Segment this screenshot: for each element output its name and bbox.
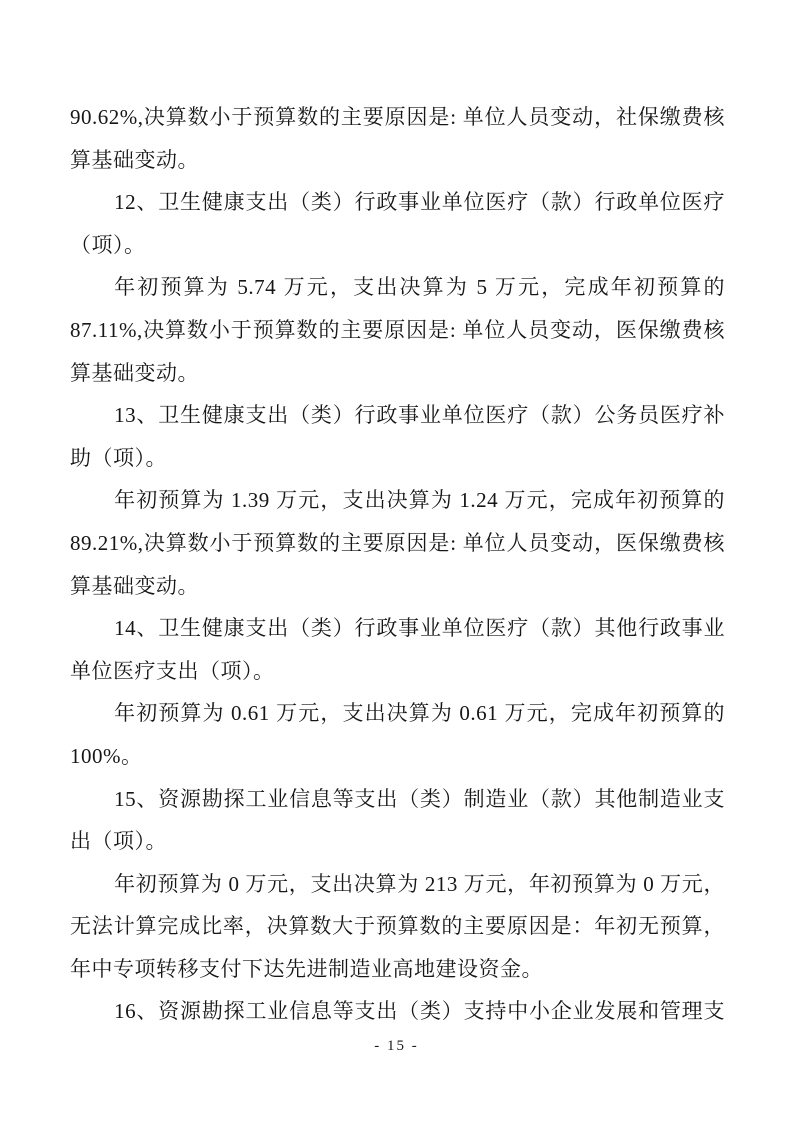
text-line: 16、资源勘探工业信息等支出（类）支持中小企业发展和管理支 (114, 999, 725, 1024)
text-line: 87.11%,决算数小于预算数的主要原因是: 单位人员变动，医保缴费核 (70, 317, 725, 342)
text-line: 15、资源勘探工业信息等支出（类）制造业（款）其他制造业支 (114, 786, 725, 811)
text-line: （项）。 (70, 232, 146, 257)
text-line: 年初预算为 0.61 万元，支出决算为 0.61 万元，完成年初预算的 (114, 701, 725, 726)
text-line: 单位医疗支出（项）。 (70, 658, 275, 683)
text-line: 年初预算为 0 万元，支出决算为 213 万元，年初预算为 0 万元， (114, 871, 725, 896)
text-line: 年中专项转移支付下达先进制造业高地建设资金。 (70, 956, 543, 981)
text-line: 出（项）。 (70, 829, 167, 854)
text-line: 算基础变动。 (70, 147, 199, 172)
text-line: 89.21%,决算数小于预算数的主要原因是: 单位人员变动，医保缴费核 (70, 530, 725, 555)
text-line: 13、卫生健康支出（类）行政事业单位医疗（款）公务员医疗补 (114, 403, 725, 428)
text-line: 90.62%,决算数小于预算数的主要原因是: 单位人员变动，社保缴费核 (70, 105, 725, 129)
page-number-footer: - 15 - (374, 1038, 419, 1054)
text-line: 算基础变动。 (70, 573, 199, 598)
document-body (70, 96, 725, 1033)
text-line: 14、卫生健康支出（类）行政事业单位医疗（款）其他行政事业 (114, 616, 725, 641)
text-line: 无法计算完成比率，决算数大于预算数的主要原因是：年初无预算， (70, 914, 725, 939)
text-line: 助（项）。 (70, 445, 167, 470)
text-line: 年初预算为 5.74 万元，支出决算为 5 万元，完成年初预算的 (114, 275, 725, 300)
text-line: 算基础变动。 (70, 360, 199, 385)
text-line: 100%。 (70, 743, 143, 768)
text-line: 12、卫生健康支出（类）行政事业单位医疗（款）行政单位医疗 (114, 190, 725, 215)
text-line: 年初预算为 1.39 万元，支出决算为 1.24 万元，完成年初预算的 (114, 488, 725, 513)
